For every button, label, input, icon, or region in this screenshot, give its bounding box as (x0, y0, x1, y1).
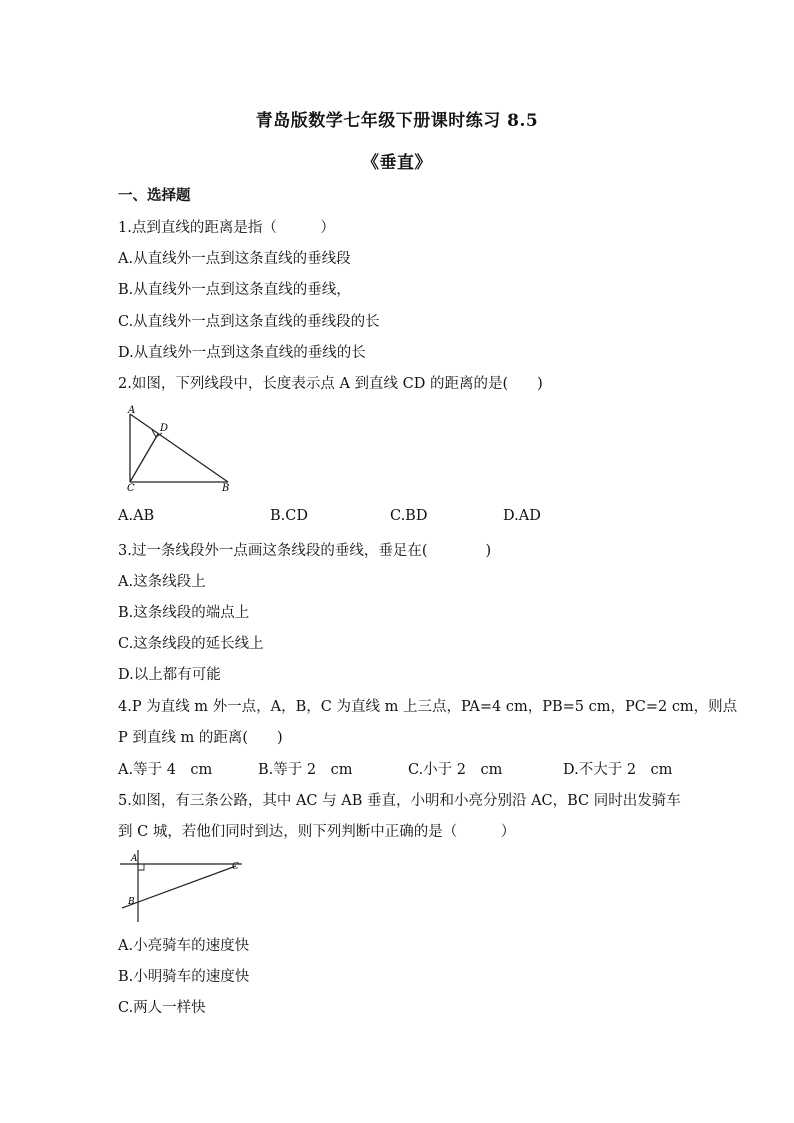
q5-option-c: C.两人一样快 (118, 1000, 206, 1016)
q4-stem-line2: P 到直线 m 的距离( ) (118, 730, 283, 746)
q2-label-a: A (128, 405, 136, 416)
q4-option-b: B.等于 2 cm (258, 762, 353, 778)
q3-option-c: C.这条线段的延长线上 (118, 636, 264, 652)
q3-option-b: B.这条线段的端点上 (118, 605, 250, 621)
q5-road-bc (122, 866, 236, 908)
q5-stem-line1: 5.如图，有三条公路，其中 AC 与 AB 垂直，小明和小亮分别沿 AC，BC 同时出发骑车 (118, 793, 681, 809)
q2-option-d: D.AD (503, 508, 541, 524)
q5-option-b: B.小明骑车的速度快 (118, 969, 250, 985)
q2-label-b: B (222, 483, 230, 492)
q5-label-a: A (131, 854, 138, 864)
q3-stem: 3.过一条线段外一点画这条线段的垂线，垂足在( ) (118, 543, 492, 559)
q1-option-a: A.从直线外一点到这条直线的垂线段 (118, 251, 351, 267)
q5-right-angle-mark (138, 864, 144, 870)
q1-option-d: D.从直线外一点到这条直线的垂线的长 (118, 345, 366, 361)
section-heading: 一、选择题 (118, 187, 191, 204)
q2-segment-cd (130, 434, 158, 482)
q4-option-a: A.等于 4 cm (118, 762, 213, 778)
q2-option-c: C.BD (390, 508, 428, 524)
q5-label-c: C (232, 862, 239, 872)
q4-option-c: C.小于 2 cm (408, 762, 503, 778)
document-subtitle: 《垂直》 (362, 153, 432, 173)
q1-stem: 1.点到直线的距离是指（ ） (118, 220, 335, 236)
q2-option-a: A.AB (118, 508, 155, 524)
document-title: 青岛版数学七年级下册课时练习 8.5 (255, 111, 539, 131)
q1-option-b: B.从直线外一点到这条直线的垂线， (118, 282, 351, 298)
q5-option-a: A.小亮骑车的速度快 (118, 938, 250, 954)
q2-option-b: B.CD (270, 508, 308, 524)
q2-label-c: C (127, 483, 135, 492)
q2-label-d: D (160, 423, 169, 434)
q5-label-b: B (128, 897, 135, 907)
q4-stem-line1: 4.P 为直线 m 外一点，A，B，C 为直线 m 上三点，PA=4 cm，PB=5 cm，PC=2 cm，则点 (118, 699, 738, 715)
q5-roads-figure (118, 848, 244, 926)
q5-stem-line2: 到 C 城，若他们同时到达，则下列判断中正确的是（ ） (118, 824, 516, 840)
q4-option-d: D.不大于 2 cm (563, 762, 673, 778)
q2-stem: 2.如图，下列线段中，长度表示点 A 到直线 CD 的距离的是( ) (118, 376, 543, 392)
q2-triangle-figure (118, 402, 238, 492)
q1-option-c: C.从直线外一点到这条直线的垂线段的长 (118, 314, 380, 330)
q3-option-d: D.以上都有可能 (118, 667, 221, 683)
q2-segment-ab (130, 414, 228, 482)
q3-option-a: A.这条线段上 (118, 574, 206, 590)
